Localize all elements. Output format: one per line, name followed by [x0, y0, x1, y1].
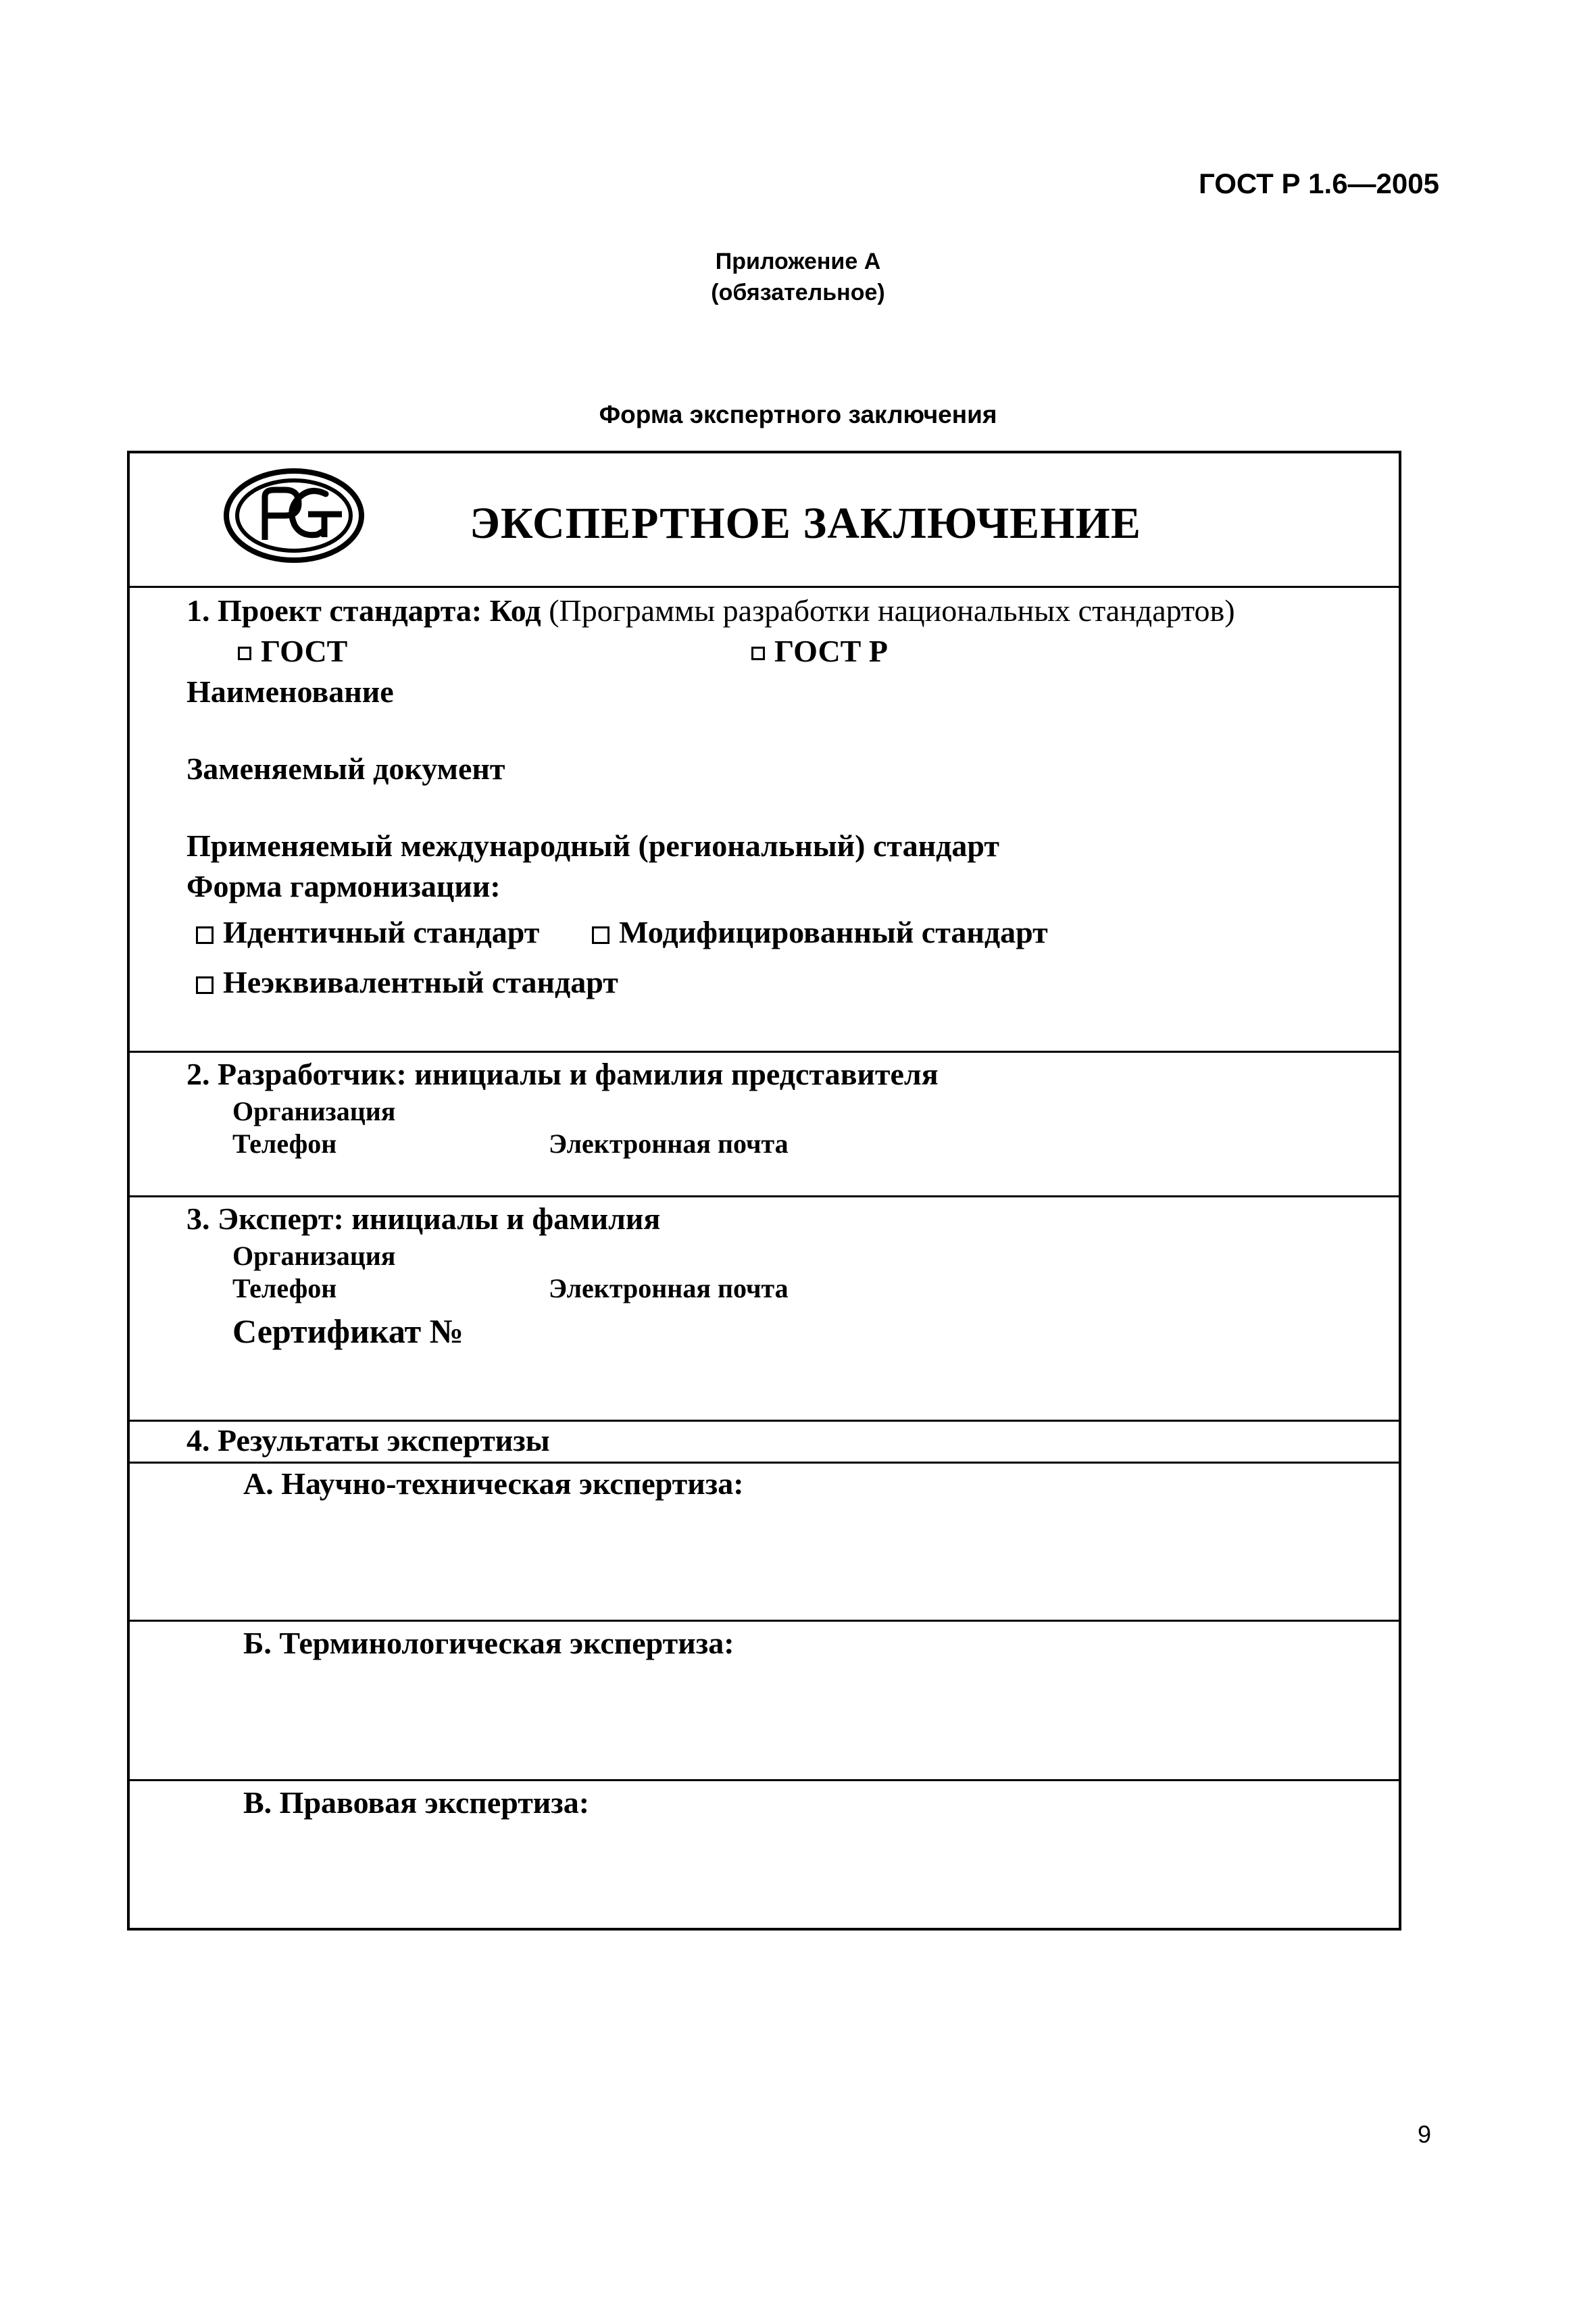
option-gost[interactable]: ГОСТ [238, 633, 347, 669]
divider-section4b [130, 1620, 1399, 1622]
section4c-label: В. Правовая экспертиза: [243, 1785, 590, 1820]
option-gost-r[interactable]: ГОСТ Р [751, 633, 888, 669]
checkbox-gost-r[interactable] [751, 647, 765, 660]
form-main-title: ЭКСПЕРТНОЕ ЗАКЛЮЧЕНИЕ [470, 499, 1141, 548]
section3-heading: 3. Эксперт: инициалы и фамилия [186, 1201, 661, 1236]
section2-heading: 2. Разработчик: инициалы и фамилия представителя [186, 1057, 939, 1091]
section4b-label: Б. Терминологическая экспертиза: [243, 1626, 734, 1660]
section2-email-label: Электронная почта [549, 1128, 789, 1159]
section2-organization-label: Организация [232, 1096, 396, 1126]
checkbox-modified[interactable] [592, 926, 609, 944]
checkbox-identical[interactable] [196, 926, 214, 944]
checkbox-gost[interactable] [238, 647, 251, 660]
section4a-label: А. Научно-техническая экспертиза: [243, 1466, 744, 1501]
applied-standard-label: Применяемый международный (региональный) стандарт [186, 828, 999, 863]
section4-heading: 4. Результаты экспертизы [186, 1423, 550, 1458]
divider-section4 [130, 1420, 1399, 1422]
rst-logo-icon [223, 467, 365, 564]
section1-heading-bold: 1. Проект стандарта: Код [186, 593, 541, 628]
divider-section2 [130, 1051, 1399, 1053]
option-identical[interactable]: Идентичный стандарт [196, 914, 539, 950]
divider-title [130, 586, 1399, 588]
replaced-document-label: Заменяемый документ [186, 751, 505, 786]
section1-heading [186, 593, 1235, 628]
section2-phone-label: Телефон [232, 1128, 337, 1159]
section3-email-label: Электронная почта [549, 1273, 789, 1303]
divider-section4a [130, 1462, 1399, 1464]
harmonization-label: Форма гармонизации: [186, 869, 501, 903]
section1-heading-rest: (Программы разработки национальных стандартов) [541, 593, 1235, 628]
divider-section3 [130, 1195, 1399, 1197]
section3-organization-label: Организация [232, 1241, 396, 1271]
form-title: Форма экспертного заключения [599, 401, 997, 428]
option-modified[interactable]: Модифицированный стандарт [592, 914, 1048, 950]
document-code: ГОСТ Р 1.6—2005 [1198, 168, 1439, 199]
appendix-label: Приложение А [715, 249, 881, 274]
option-nonequivalent[interactable]: Неэквивалентный стандарт [196, 964, 618, 1000]
expert-conclusion-form [127, 451, 1401, 1931]
appendix-status: (обязательное) [711, 280, 885, 305]
name-label: Наименование [186, 674, 394, 709]
certificate-label: Сертификат № [232, 1312, 464, 1350]
divider-section4c [130, 1779, 1399, 1781]
page-number: 9 [1418, 2120, 1432, 2148]
checkbox-nonequivalent[interactable] [196, 976, 214, 994]
section3-phone-label: Телефон [232, 1273, 337, 1303]
